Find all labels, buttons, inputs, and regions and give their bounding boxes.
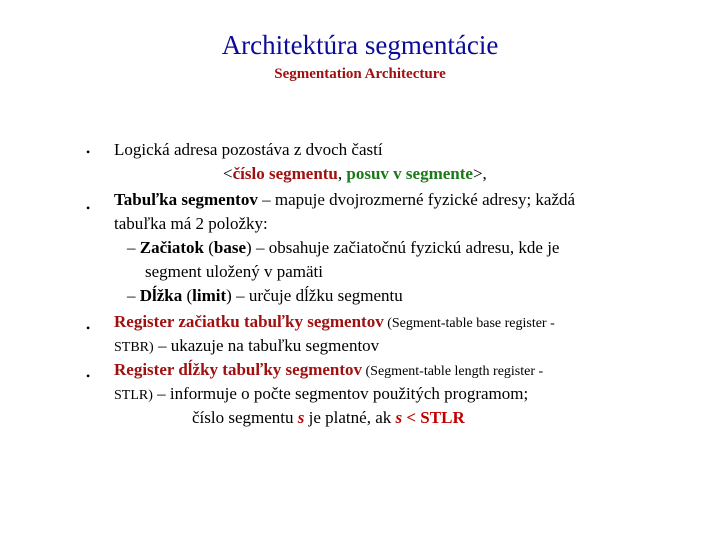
slide-subtitle: Segmentation Architecture	[274, 66, 446, 82]
paren: )	[226, 286, 232, 305]
condition-text-2: je platné, ak	[304, 408, 396, 427]
slide-title: Architektúra segmentácie	[221, 30, 499, 60]
bullet-1-text: Logická adresa pozostáva z dvoch častí	[114, 140, 383, 159]
bullet-marker: •	[86, 321, 91, 335]
bullet-3-line-2	[114, 334, 379, 360]
bullet-2-line-1	[114, 188, 575, 212]
condition-text: číslo segmentu	[192, 408, 298, 427]
bullet-4-line-2	[114, 382, 528, 408]
bullet-4-line-3	[192, 406, 465, 430]
sub-item-2-text: – určuje dĺžku segmentu	[231, 286, 403, 305]
sub-item-2-line-1	[127, 284, 403, 308]
comma: ,	[337, 164, 347, 183]
bullet-3-line-1	[114, 310, 555, 336]
segment-offset-term: posuv v segmente	[346, 164, 473, 183]
bullet-4-line-1	[114, 358, 543, 384]
limit-term: Dĺžka	[139, 286, 183, 305]
bullet-4-text: – informuje o počte segmentov použitých programom;	[152, 384, 529, 403]
open-bracket: <	[223, 164, 233, 183]
limit-keyword: limit	[192, 286, 227, 305]
sub-item-1-text-2: segment uložený v pamäti	[145, 262, 323, 281]
base-term: Začiatok	[139, 238, 204, 257]
stlr-term: Register dĺžky tabuľky segmentov	[114, 360, 363, 379]
sub-item-1-line-2	[145, 260, 323, 284]
stbr-abbrev: STBR)	[114, 340, 154, 355]
stlr-abbrev: STLR)	[114, 388, 153, 403]
variable-s-2: s	[395, 408, 403, 427]
segment-number-term: číslo segmentu	[232, 164, 338, 183]
bullet-marker: •	[86, 145, 91, 159]
dash: –	[127, 286, 140, 305]
bullet-1-line-2	[223, 162, 487, 186]
stbr-english: (Segment-table base register -	[383, 316, 555, 331]
bullet-2-text: – mapuje dvojrozmerné fyzické adresy; každá	[257, 190, 576, 209]
condition-stlr: < STLR	[402, 408, 465, 427]
stlr-english: (Segment-table length register -	[362, 364, 544, 379]
sub-item-1-text: – obsahuje začiatočnú fyzickú adresu, kde je	[251, 238, 560, 257]
bullet-1-line-1	[114, 138, 383, 162]
paren: )	[246, 238, 252, 257]
segment-table-term: Tabuľka segmentov	[114, 190, 258, 209]
stbr-term: Register začiatku tabuľky segmentov	[114, 312, 384, 331]
bullet-2-line-2	[114, 212, 268, 236]
bullet-marker: •	[86, 369, 91, 383]
bullet-marker: •	[86, 201, 91, 215]
dash: –	[127, 238, 140, 257]
base-keyword: base	[213, 238, 247, 257]
close-bracket: >,	[472, 164, 487, 183]
bullet-2-text-2: tabuľka má 2 položky:	[114, 214, 268, 233]
bullet-3-text: – ukazuje na tabuľku segmentov	[153, 336, 380, 355]
paren: (	[182, 286, 193, 305]
variable-s: s	[297, 408, 305, 427]
sub-item-1-line-1	[127, 236, 559, 260]
paren: (	[203, 238, 214, 257]
